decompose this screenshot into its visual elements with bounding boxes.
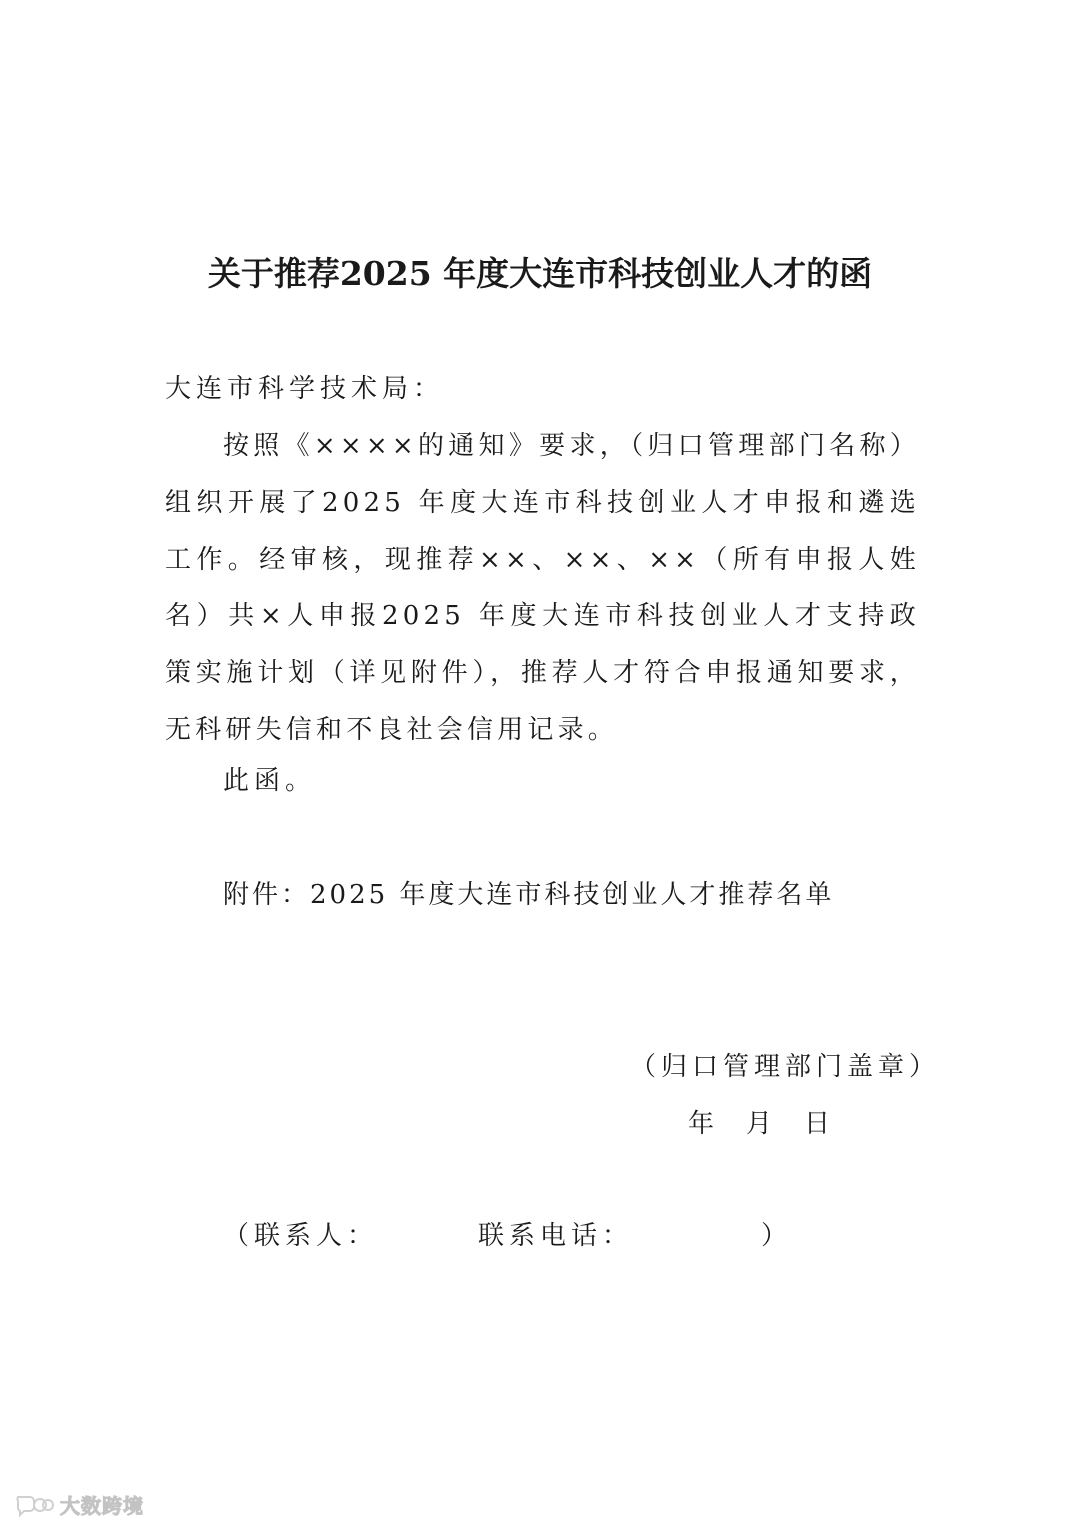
attachment-line: 附件：2025 年度大连市科技创业人才推荐名单 — [223, 880, 835, 910]
watermark-text: 大数跨境 — [60, 1494, 144, 1518]
date-line — [688, 1098, 832, 1150]
contact-close: ） — [761, 1221, 793, 1251]
date-year: 年 — [688, 1109, 717, 1139]
date-month: 月 — [746, 1109, 775, 1139]
watermark — [14, 1490, 144, 1519]
contact-line — [223, 1210, 792, 1262]
body-paragraph: 按照《××××的通知》要求，（归口管理部门名称）组织开展了2025 年度大连市科技创业人才申报和遴选工作。经审核，现推荐××、××、××（所有申报人姓名）共×人申报2025 年度大连市科技创业人才支持政策实施计划（详见附件），推荐人才符合申报通知要求，无科研失信和不良社会信用记录。 — [165, 431, 920, 745]
seal-line: （归口管理部门盖章） — [630, 1052, 941, 1082]
contact-person-label: （联系人： — [223, 1221, 379, 1251]
closing-line: 此函。 — [223, 766, 317, 796]
contact-phone-label: 联系电话： — [478, 1221, 634, 1251]
document-title: 关于推荐2025 年度大连市科技创业人才的函 — [207, 254, 873, 293]
date-day: 日 — [804, 1109, 833, 1139]
salutation: 大连市科学技术局： — [165, 374, 445, 404]
chat-bubble-logo-icon — [14, 1493, 54, 1517]
